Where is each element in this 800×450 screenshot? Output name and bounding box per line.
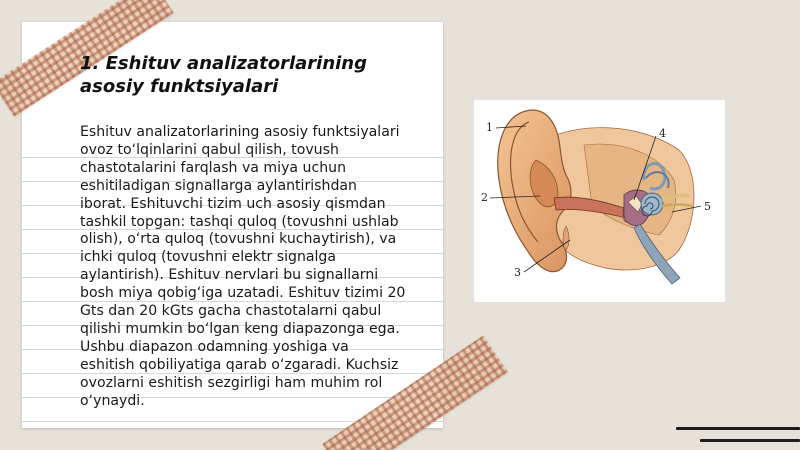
figure-label-2: 2 <box>481 191 488 204</box>
figure-label-3: 3 <box>514 266 521 279</box>
figure-label-4: 4 <box>659 127 666 140</box>
slide-body-text: Eshituv analizatorlarining asosiy funktsiyalari ovoz to‘lqinlarini qabul qilish, tovush chastotalarini farqlash va miya uchun eshitiladigan signallarga aylantirishdan iborat. Eshituvchi tizim uch asosiy qismdan tashkil topgan: tashqi quloq (tovushni ushlab olish), o‘rta quloq (tovushni kuchaytirish), va ichki quloq (tovushni elektr signalga aylantirish). Eshituv nervlari bu signallarni bosh miya qobig‘iga uzatadi. Eshituv tizimi 20 Gts dan 20 kGts gacha chastotalarni qabul qilishi mumkin bo‘lgan keng diapazonga ega. Ushbu diapazon odamning yoshiga va eshitish qobiliyatiga qarab o‘zgaradi. Kuchsiz ovozlarni eshitish sezgirligi ham muhim rol o‘ynaydi. <box>80 124 406 409</box>
figure-label-5: 5 <box>704 200 711 213</box>
decorative-line-lower <box>700 439 800 442</box>
slide-heading: 1. Eshituv analizatorlarining asosiy funktsiyalari <box>80 53 368 97</box>
ear-anatomy-figure <box>474 100 725 302</box>
decorative-line-upper <box>676 427 800 430</box>
ear-anatomy-illustration <box>474 100 725 302</box>
figure-label-1: 1 <box>486 121 493 134</box>
